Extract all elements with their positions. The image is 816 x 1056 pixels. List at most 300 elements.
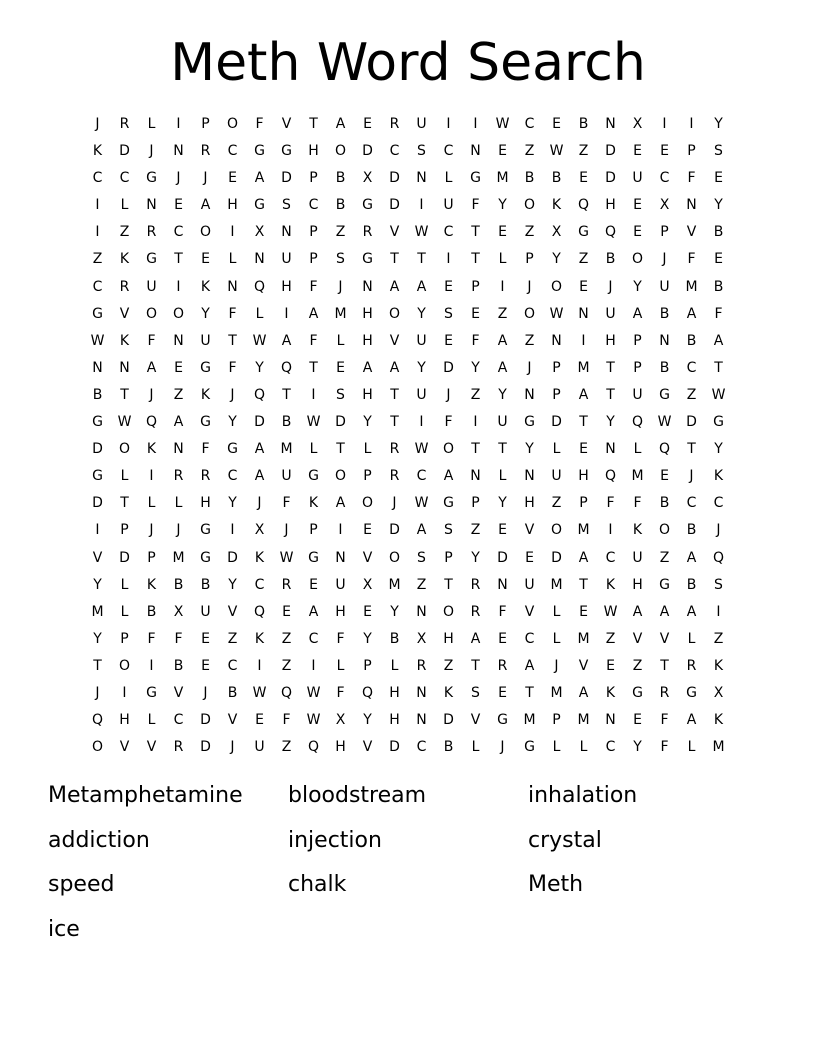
grid-letter: C	[659, 170, 670, 187]
grid-letter: W	[306, 414, 321, 431]
grid-letter: P	[363, 657, 372, 674]
grid-letter: G	[200, 359, 211, 376]
grid-letter: Q	[253, 278, 266, 295]
grid-letter: J	[527, 359, 532, 376]
grid-letter: E	[714, 251, 723, 268]
grid-letter: V	[389, 332, 400, 349]
grid-letter: N	[416, 712, 427, 729]
grid-letter: C	[605, 739, 616, 756]
grid-letter: I	[95, 522, 100, 539]
grid-letter: O	[91, 739, 104, 756]
grid-letter: D	[551, 414, 562, 431]
grid-letter: W	[306, 712, 321, 729]
grid-letter: Y	[498, 197, 507, 214]
grid-letter: L	[471, 739, 480, 756]
grid-letter: O	[523, 197, 536, 214]
grid-letter: N	[173, 143, 184, 160]
grid-letter: W	[279, 549, 294, 566]
grid-letter: C	[173, 712, 184, 729]
grid-letter: M	[334, 305, 347, 322]
grid-letter: E	[444, 278, 453, 295]
grid-letter: M	[577, 712, 590, 729]
grid-letter: F	[255, 116, 264, 132]
grid-letter: O	[118, 441, 131, 458]
grid-letter: G	[659, 386, 670, 403]
grid-letter: T	[525, 684, 534, 701]
grid-letter: J	[284, 522, 289, 539]
grid-letter: C	[227, 657, 238, 674]
grid-letter: B	[578, 116, 589, 132]
grid-letter: K	[551, 197, 562, 214]
grid-letter: R	[119, 116, 130, 132]
grid-letter: E	[255, 712, 264, 729]
grid-letter: S	[417, 549, 426, 566]
grid-letter: A	[200, 197, 211, 214]
grid-letter: R	[173, 468, 184, 485]
grid-letter: V	[578, 657, 589, 674]
grid-letter: F	[282, 495, 291, 512]
grid-letter: A	[686, 549, 697, 566]
grid-letter: Q	[361, 684, 374, 701]
grid-letter: N	[578, 305, 589, 322]
grid-letter: Z	[470, 522, 481, 539]
grid-letter: H	[119, 712, 130, 729]
grid-letter: R	[470, 603, 481, 620]
grid-letter: P	[633, 359, 642, 376]
grid-letter: J	[176, 522, 181, 539]
grid-letter: D	[389, 170, 400, 187]
grid-letter: J	[95, 684, 100, 701]
grid-letter: Q	[604, 468, 617, 485]
grid-letter: V	[362, 739, 373, 756]
grid-letter: A	[686, 305, 697, 322]
grid-letter: G	[497, 712, 508, 729]
grid-letter: R	[119, 278, 130, 295]
grid-letter: V	[659, 630, 670, 647]
grid-letter: E	[660, 143, 669, 160]
grid-letter: L	[579, 739, 588, 756]
grid-letter: S	[282, 197, 291, 214]
grid-letter: L	[552, 603, 561, 620]
grid-letter: W	[252, 332, 267, 349]
grid-letter: V	[524, 522, 535, 539]
grid-letter: R	[146, 224, 157, 241]
grid-letter: Y	[552, 251, 561, 268]
grid-letter: B	[551, 170, 562, 187]
grid-letter: F	[201, 441, 210, 458]
grid-letter: W	[252, 684, 267, 701]
grid-letter: I	[230, 522, 235, 539]
grid-letter: Y	[525, 441, 534, 458]
grid-letter: K	[200, 278, 211, 295]
grid-letter: U	[443, 197, 454, 214]
grid-letter: I	[446, 116, 451, 132]
grid-letter: T	[228, 332, 237, 349]
grid-letter: A	[173, 414, 184, 431]
grid-letter: S	[471, 684, 480, 701]
grid-letter: D	[551, 549, 562, 566]
grid-letter: C	[227, 143, 238, 160]
grid-letter: I	[176, 278, 181, 295]
grid-letter: E	[174, 197, 183, 214]
grid-letter: U	[659, 278, 670, 295]
grid-letter: K	[713, 468, 724, 485]
grid-letter: A	[389, 359, 400, 376]
word-list-item: speed	[48, 872, 115, 897]
grid-letter: U	[281, 251, 292, 268]
grid-letter: P	[309, 522, 318, 539]
grid-letter: V	[227, 712, 238, 729]
grid-letter: T	[606, 386, 615, 403]
grid-letter: D	[389, 522, 400, 539]
grid-letter: T	[579, 576, 588, 593]
grid-letter: P	[471, 495, 480, 512]
grid-letter: E	[579, 278, 588, 295]
grid-letter: X	[173, 603, 184, 620]
grid-letter: N	[416, 684, 427, 701]
grid-letter: Z	[173, 386, 184, 403]
grid-letter: F	[498, 603, 507, 620]
grid-letter: Y	[498, 386, 507, 403]
grid-letter: C	[416, 468, 427, 485]
grid-letter: H	[362, 386, 373, 403]
grid-letter: I	[95, 197, 100, 214]
grid-letter: D	[605, 143, 616, 160]
grid-letter: I	[608, 522, 613, 539]
grid-letter: Z	[92, 251, 103, 268]
grid-letter: O	[442, 603, 455, 620]
grid-letter: N	[173, 441, 184, 458]
grid-letter: T	[444, 576, 453, 593]
grid-letter: V	[632, 630, 643, 647]
grid-letter: X	[335, 712, 346, 729]
grid-letter: A	[254, 441, 265, 458]
grid-letter: G	[254, 197, 265, 214]
grid-letter: L	[498, 468, 507, 485]
grid-letter: X	[362, 170, 373, 187]
grid-letter: Y	[228, 576, 237, 593]
grid-letter: F	[228, 305, 237, 322]
grid-letter: R	[362, 224, 373, 241]
grid-letter: C	[443, 143, 454, 160]
grid-letter: W	[549, 143, 564, 160]
grid-letter: D	[254, 414, 265, 431]
grid-letter: Z	[281, 630, 292, 647]
grid-letter: G	[92, 305, 103, 322]
grid-letter: C	[605, 549, 616, 566]
grid-letter: B	[605, 251, 616, 268]
word-list-item: bloodstream	[288, 783, 427, 808]
grid-letter: A	[308, 305, 319, 322]
grid-letter: J	[149, 143, 154, 160]
grid-letter: C	[119, 170, 130, 187]
grid-letter: I	[149, 468, 154, 485]
grid-letter: J	[662, 251, 667, 268]
grid-letter: I	[230, 224, 235, 241]
grid-letter: C	[713, 495, 724, 512]
grid-letter: E	[579, 441, 588, 458]
grid-letter: V	[389, 224, 400, 241]
grid-letter: N	[119, 359, 130, 376]
grid-letter: B	[686, 522, 697, 539]
grid-letter: M	[577, 630, 590, 647]
word-list-item: injection	[288, 827, 382, 853]
grid-letter: J	[527, 278, 532, 295]
grid-letter: M	[496, 170, 509, 187]
grid-letter: Y	[255, 359, 264, 376]
grid-letter: A	[632, 603, 643, 620]
grid-letter: Y	[363, 630, 372, 647]
grid-letter: N	[227, 278, 238, 295]
grid-letter: H	[578, 468, 589, 485]
grid-letter: F	[633, 495, 642, 512]
grid-letter: J	[689, 468, 694, 485]
grid-letter: S	[444, 305, 453, 322]
grid-letter: G	[632, 684, 643, 701]
grid-letter: I	[122, 684, 127, 701]
grid-letter: D	[119, 549, 130, 566]
grid-letter: A	[362, 359, 373, 376]
word-list-item: Meth	[528, 872, 584, 897]
grid-letter: G	[146, 251, 157, 268]
grid-letter: E	[174, 359, 183, 376]
grid-letter: J	[554, 657, 559, 674]
grid-letter: G	[713, 414, 724, 431]
grid-letter: E	[498, 684, 507, 701]
grid-letter: T	[714, 359, 723, 376]
grid-letter: P	[363, 468, 372, 485]
grid-letter: I	[176, 116, 181, 132]
grid-letter: W	[117, 414, 132, 431]
grid-letter: G	[281, 143, 292, 160]
grid-letter: M	[550, 576, 563, 593]
grid-letter: F	[606, 495, 615, 512]
grid-letter: K	[119, 332, 130, 349]
grid-letter: D	[92, 495, 103, 512]
grid-letter: Z	[551, 495, 562, 512]
grid-letter: X	[713, 684, 724, 701]
grid-letter: V	[146, 739, 157, 756]
grid-letter: K	[254, 630, 265, 647]
grid-letter: K	[146, 576, 157, 593]
grid-letter: G	[308, 468, 319, 485]
grid-letter: A	[308, 603, 319, 620]
word-list-item: ice	[48, 916, 80, 942]
grid-letter: P	[120, 522, 129, 539]
grid-letter: M	[172, 549, 185, 566]
grid-letter: Y	[390, 603, 399, 620]
grid-letter: E	[201, 251, 210, 268]
grid-letter: K	[713, 657, 724, 674]
grid-letter: T	[660, 657, 669, 674]
grid-letter: U	[605, 305, 616, 322]
grid-letter: Y	[93, 576, 102, 593]
grid-letter: J	[176, 170, 181, 187]
grid-letter: L	[147, 495, 156, 512]
grid-letter: L	[147, 116, 156, 132]
grid-letter: B	[335, 197, 346, 214]
grid-letter: Q	[280, 359, 293, 376]
grid-letter: E	[498, 224, 507, 241]
grid-letter: Y	[228, 495, 237, 512]
grid-letter: N	[416, 603, 427, 620]
grid-letter: N	[605, 116, 616, 132]
grid-letter: E	[282, 603, 291, 620]
grid-letter: X	[416, 630, 427, 647]
grid-letter: O	[658, 522, 671, 539]
grid-letter: A	[578, 684, 589, 701]
grid-letter: V	[227, 603, 238, 620]
grid-letter: N	[416, 170, 427, 187]
grid-letter: V	[470, 712, 481, 729]
grid-letter: K	[146, 441, 157, 458]
grid-letter: I	[311, 386, 316, 403]
grid-letter: I	[257, 657, 262, 674]
grid-letter: Z	[524, 332, 535, 349]
grid-letter: E	[228, 170, 237, 187]
grid-letter: V	[119, 739, 130, 756]
grid-letter: O	[631, 251, 644, 268]
grid-letter: T	[471, 441, 480, 458]
grid-letter: L	[552, 739, 561, 756]
grid-letter: R	[416, 657, 427, 674]
grid-letter: T	[606, 359, 615, 376]
grid-letter: H	[227, 197, 238, 214]
grid-letter: D	[119, 143, 130, 160]
grid-letter: U	[632, 170, 643, 187]
grid-letter: A	[659, 603, 670, 620]
grid-letter: N	[686, 197, 697, 214]
grid-letter: S	[336, 251, 345, 268]
grid-letter: B	[335, 170, 346, 187]
grid-letter: I	[581, 332, 586, 349]
grid-letter: E	[444, 332, 453, 349]
grid-letter: G	[578, 224, 589, 241]
grid-letter: Y	[498, 495, 507, 512]
grid-letter: M	[685, 278, 698, 295]
grid-letter: A	[416, 522, 427, 539]
grid-letter: I	[311, 657, 316, 674]
grid-letter: T	[390, 414, 399, 431]
grid-letter: L	[444, 170, 453, 187]
grid-letter: U	[416, 332, 427, 349]
grid-letter: A	[686, 712, 697, 729]
grid-letter: Z	[416, 576, 427, 593]
grid-letter: J	[149, 386, 154, 403]
grid-letter: E	[660, 468, 669, 485]
grid-letter: L	[120, 197, 129, 214]
grid-letter: A	[578, 549, 589, 566]
word-list-item: crystal	[528, 827, 602, 853]
grid-letter: E	[714, 170, 723, 187]
grid-letter: Z	[470, 386, 481, 403]
grid-letter: D	[443, 712, 454, 729]
grid-letter: F	[336, 684, 345, 701]
grid-letter: Z	[524, 143, 535, 160]
grid-letter: A	[416, 278, 427, 295]
grid-letter: C	[92, 278, 103, 295]
grid-letter: G	[659, 576, 670, 593]
grid-letter: P	[309, 251, 318, 268]
grid-letter: A	[578, 386, 589, 403]
grid-letter: V	[686, 224, 697, 241]
grid-letter: G	[92, 468, 103, 485]
grid-letter: O	[442, 441, 455, 458]
grid-letter: E	[579, 603, 588, 620]
grid-letter: C	[173, 224, 184, 241]
grid-letter: N	[254, 251, 265, 268]
grid-letter: G	[200, 549, 211, 566]
grid-letter: W	[414, 495, 429, 512]
grid-letter: L	[633, 441, 642, 458]
grid-letter: N	[524, 468, 535, 485]
grid-letter: M	[280, 441, 293, 458]
grid-letter: H	[308, 143, 319, 160]
grid-letter: E	[498, 630, 507, 647]
grid-letter: R	[200, 468, 211, 485]
grid-letter: J	[149, 522, 154, 539]
grid-letter: N	[92, 359, 103, 376]
grid-letter: I	[473, 116, 478, 132]
grid-letter: F	[471, 197, 480, 214]
grid-letter: L	[552, 441, 561, 458]
grid-letter: I	[716, 603, 721, 620]
grid-letter: N	[335, 549, 346, 566]
grid-letter: E	[363, 603, 372, 620]
grid-letter: W	[603, 603, 618, 620]
grid-letter: W	[657, 414, 672, 431]
grid-letter: M	[523, 712, 536, 729]
grid-letter: L	[687, 630, 696, 647]
grid-letter: O	[550, 522, 563, 539]
grid-letter: C	[443, 224, 454, 241]
grid-letter: F	[471, 332, 480, 349]
grid-letter: L	[174, 495, 183, 512]
grid-letter: C	[524, 630, 535, 647]
grid-letter: D	[362, 143, 373, 160]
grid-letter: J	[500, 739, 505, 756]
grid-letter: L	[228, 251, 237, 268]
grid-letter: F	[660, 739, 669, 756]
grid-letter: A	[443, 468, 454, 485]
grid-letter: Y	[363, 414, 372, 431]
word-list-item: inhalation	[528, 783, 638, 808]
grid-letter: V	[362, 549, 373, 566]
grid-letter: A	[632, 305, 643, 322]
grid-letter: N	[173, 332, 184, 349]
grid-letter: K	[605, 684, 616, 701]
grid-letter: D	[335, 414, 346, 431]
grid-letter: D	[605, 170, 616, 187]
grid-letter: Z	[227, 630, 238, 647]
grid-letter: X	[254, 522, 265, 539]
grid-letter: U	[497, 414, 508, 431]
grid-letter: B	[659, 495, 670, 512]
grid-letter: L	[255, 305, 264, 322]
grid-letter: H	[335, 739, 346, 756]
grid-letter: K	[713, 712, 724, 729]
grid-letter: O	[172, 305, 185, 322]
grid-letter: Y	[201, 305, 210, 322]
grid-letter: M	[631, 468, 644, 485]
grid-letter: A	[389, 278, 400, 295]
grid-letter: W	[414, 224, 429, 241]
grid-letter: H	[443, 630, 454, 647]
grid-letter: L	[390, 657, 399, 674]
grid-letter: L	[309, 441, 318, 458]
grid-letter: P	[471, 278, 480, 295]
grid-letter: L	[687, 739, 696, 756]
